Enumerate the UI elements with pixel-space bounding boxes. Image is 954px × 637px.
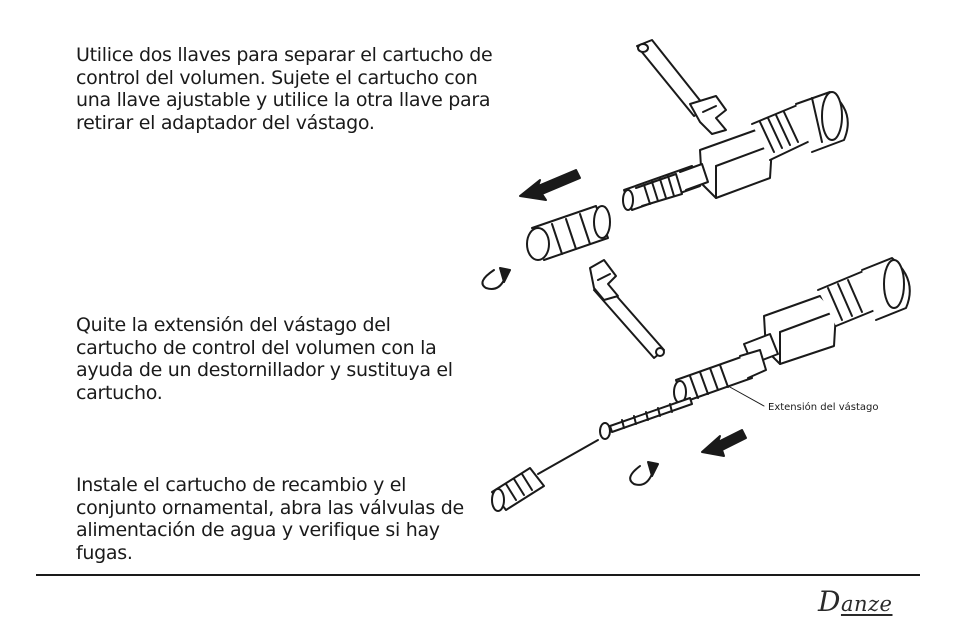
adjustable-wrench-bottom (590, 260, 664, 358)
instruction-step-1: Utilice dos llaves para separar el cartucho de control del volumen. Sujete el cartucho con una llave ajustable y utilice la otra llave para retirar el adaptador del vástago. (76, 44, 493, 134)
stem-extension-label: Extensión del vástago (768, 402, 879, 413)
instruction-step-2: Quite la extensión del vástago del cartucho de control del volumen con la ayuda de un destornillador y sustituya el cartucho. (76, 314, 453, 404)
rotate-arrow-icon (482, 268, 510, 289)
arrow-left-bottom-icon (702, 430, 746, 456)
stem-adapter-top (527, 206, 610, 260)
adjustable-wrench-top (637, 40, 726, 134)
screw (600, 398, 692, 439)
rotate-arrow-bottom-icon (630, 462, 658, 485)
stem-extension-bottom (674, 350, 766, 403)
callout-leader-line (728, 386, 764, 406)
arrow-left-icon (520, 170, 580, 200)
footer-divider (36, 574, 920, 576)
cartridge-body-bottom (744, 258, 910, 364)
screwdriver (492, 440, 598, 511)
stem-top (623, 164, 708, 210)
instruction-step-3: Instale el cartucho de recambio y el conjunto ornamental, abra las válvulas de alimentación de agua y verifique si hay fugas. (76, 474, 464, 564)
danze-logo: Danze (818, 585, 893, 618)
